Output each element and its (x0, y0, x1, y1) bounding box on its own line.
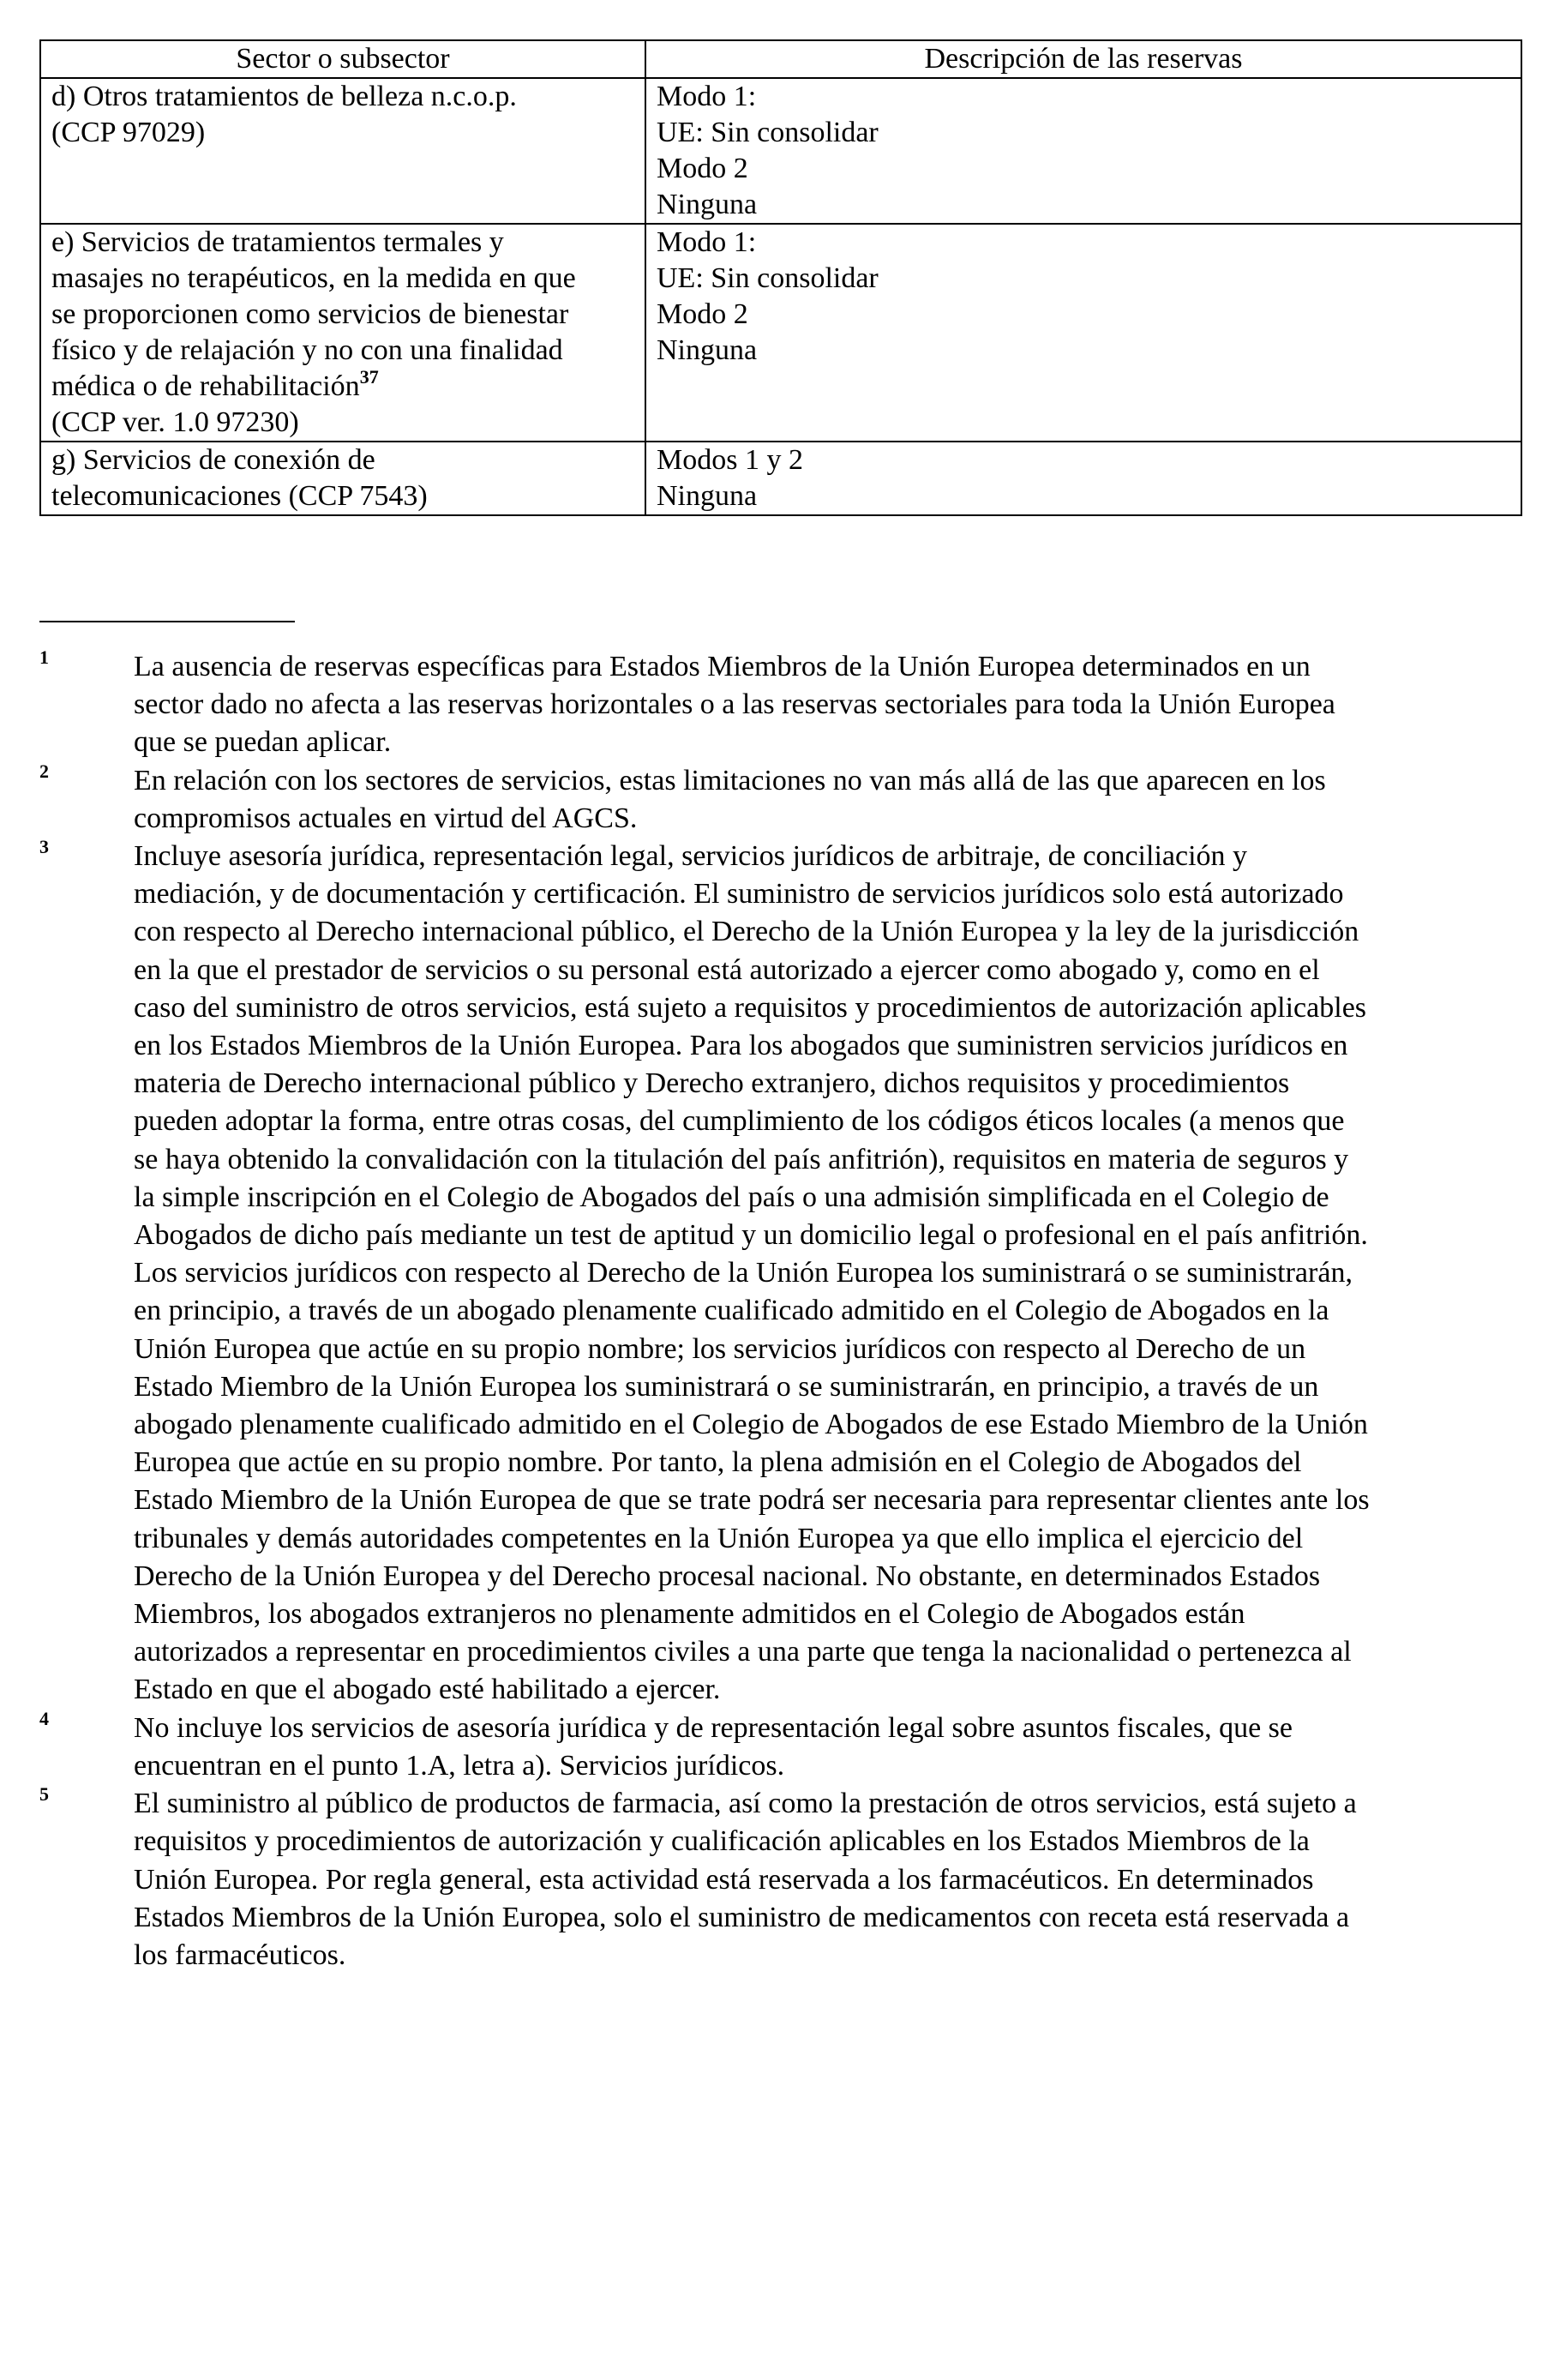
footnote-reference[interactable]: 37 (359, 366, 379, 388)
description-column-header: Descripción de las reservas (645, 40, 1521, 78)
sector-line: se proporcionen como servicios de bienestar (51, 298, 569, 330)
sector-line-text: médica o de rehabilitación (51, 370, 360, 402)
sector-line: masajes no terapéuticos, en la medida en que (51, 262, 576, 294)
description-line: Modo 2 (657, 153, 748, 184)
table-row (40, 224, 1521, 442)
sector-line: e) Servicios de tratamientos termales y (51, 226, 504, 258)
footnote-line: Estado Miembro de la Unión Europea de que se trate podrá ser necesaria para representar clientes ante los (134, 1484, 1370, 1517)
footnote-3 (39, 838, 1521, 1710)
sector-line: (CCP ver. 1.0 97230) (51, 406, 299, 438)
sector-line: telecomunicaciones (CCP 7543) (51, 480, 428, 512)
description-line: Ninguna (657, 334, 758, 366)
footnote-line: mediación, y de documentación y certificación. El suministro de servicios jurídicos solo está autorizado (134, 878, 1344, 911)
footnote-line: Estado Miembro de la Unión Europea los suministrará o se suministrarán, en principio, a través de un (134, 1370, 1319, 1403)
description-cell (645, 78, 1521, 224)
footnote-line: Los servicios jurídicos con respecto al Derecho de la Unión Europea los suministrará o se suministrarán, (134, 1257, 1353, 1289)
footnote-number: 2 (39, 760, 49, 782)
footnote-line: Europea que actúe en su propio nombre. Por tanto, la plena admisión en el Colegio de Abogados del (134, 1446, 1302, 1479)
footnote-line: autorizados a representar en procedimientos civiles a una parte que tenga la nacionalidad o pertenezca al (134, 1636, 1352, 1668)
footnote-number: 5 (39, 1783, 49, 1806)
sector-cell (40, 78, 645, 224)
table-row (40, 442, 1521, 515)
footnote-line: compromisos actuales en virtud del AGCS. (134, 802, 638, 834)
sector-line: físico y de relajación y no con una finalidad (51, 334, 563, 366)
footnote-number: 4 (39, 1707, 49, 1729)
footnote-line: con respecto al Derecho internacional público, el Derecho de la Unión Europea y la ley de la jurisdicción (134, 916, 1359, 948)
footnote-4 (39, 1707, 1521, 1785)
footnote-line: Unión Europea. Por regla general, esta actividad está reservada a los farmacéuticos. En determinados (134, 1863, 1314, 1896)
footnote-line: la simple inscripción en el Colegio de Abogados del país o una admisión simplificada en el Colegio de (134, 1181, 1329, 1213)
description-line: Modo 1: (657, 226, 757, 258)
footnote-line: No incluye los servicios de asesoría jurídica y de representación legal sobre asuntos fiscales, que se (134, 1711, 1293, 1744)
footnote-5 (39, 1785, 1521, 1974)
footnote-line: abogado plenamente cualificado admitido en el Colegio de Abogados de ese Estado Miembro de la Unión (134, 1409, 1368, 1441)
footnote-line: sector dado no afecta a las reservas horizontales o a las reservas sectoriales para toda la Unión Europea (134, 688, 1335, 721)
footnote-line: los farmacéuticos. (134, 1938, 346, 1971)
footnote-number: 1 (39, 646, 49, 668)
footnote-line: Estados Miembros de la Unión Europea, solo el suministro de medicamentos con receta está reservada a (134, 1901, 1350, 1933)
footnote-1 (39, 648, 1521, 762)
footnote-line: encuentran en el punto 1.A, letra a). Servicios jurídicos. (134, 1749, 785, 1782)
footnote-line: Unión Europea que actúe en su propio nombre; los servicios jurídicos con respecto al Derecho de un (134, 1332, 1306, 1365)
footnote-line: En relación con los sectores de servicios, estas limitaciones no van más allá de las que aparecen en los (134, 764, 1326, 796)
footnote-line: Abogados de dicho país mediante un test de aptitud y un domicilio legal o profesional en el país anfitrión. (134, 1219, 1368, 1252)
description-line: Modos 1 y 2 (657, 444, 803, 476)
footnote-line: requisitos y procedimientos de autorización y cualificación aplicables en los Estados Miembros de la (134, 1825, 1310, 1858)
footnote-line: Derecho de la Unión Europea y del Derecho procesal nacional. No obstante, en determinados Estados (134, 1560, 1321, 1592)
description-line: Modo 1: (657, 81, 757, 112)
footnote-line: en la que el prestador de servicios o su personal está autorizado a ejercer como abogado y, como en el (134, 953, 1320, 986)
description-line: Ninguna (657, 189, 758, 220)
sector-cell (40, 224, 645, 442)
sector-line: (CCP 97029) (51, 117, 206, 148)
footnote-number: 3 (39, 836, 49, 858)
footnote-line: se haya obtenido la convalidación con la titulación del país anfitrión), requisitos en materia de seguros y (134, 1143, 1349, 1175)
footnote-line: pueden adoptar la forma, entre otras cosas, del cumplimiento de los códigos éticos locales (a menos que (134, 1105, 1345, 1138)
sector-line: d) Otros tratamientos de belleza n.c.o.p. (51, 81, 517, 112)
sector-column-header: Sector o subsector (40, 40, 645, 78)
footnote-line: en principio, a través de un abogado plenamente cualificado admitido en el Colegio de Abogados en la (134, 1295, 1329, 1327)
footnote-line: materia de Derecho internacional público y Derecho extranjero, dichos requisitos y procedimientos (134, 1067, 1290, 1100)
description-cell (645, 442, 1521, 515)
footnote-line: en los Estados Miembros de la Unión Europea. Para los abogados que suministren servicios jurídicos en (134, 1030, 1348, 1062)
sector-line-with-footnote (51, 366, 634, 405)
sector-line: g) Servicios de conexión de (51, 444, 375, 476)
footnote-line: Miembros, los abogados extranjeros no plenamente admitidos en el Colegio de Abogados están (134, 1598, 1245, 1631)
sector-cell (40, 442, 645, 515)
footnote-line: Incluye asesoría jurídica, representación legal, servicios jurídicos de arbitraje, de conciliación y (134, 840, 1248, 873)
description-cell (645, 224, 1521, 442)
footnote-line: que se puedan aplicar. (134, 726, 392, 759)
footnote-2 (39, 762, 1521, 838)
table-row (40, 78, 1521, 224)
description-line: UE: Sin consolidar (657, 117, 879, 148)
footnote-line: Estado en que el abogado esté habilitado a ejercer. (134, 1674, 721, 1706)
footnote-line: La ausencia de reservas específicas para Estados Miembros de la Unión Europea determinados en un (134, 651, 1311, 682)
description-line: Ninguna (657, 480, 758, 512)
footnote-line: El suministro al público de productos de farmacia, así como la prestación de otros servicios, está sujeto a (134, 1788, 1357, 1820)
footnote-line: caso del suministro de otros servicios, está sujeto a requisitos y procedimientos de autorización aplicables (134, 991, 1367, 1024)
description-line: UE: Sin consolidar (657, 262, 879, 294)
footnotes-section (39, 648, 1521, 1974)
footnote-separator (39, 621, 295, 622)
reservations-table (39, 39, 1522, 516)
description-line: Modo 2 (657, 298, 748, 330)
table-header-row (40, 40, 1521, 78)
footnote-line: tribunales y demás autoridades competentes en la Unión Europea ya que ello implica el ejercicio del (134, 1522, 1304, 1554)
